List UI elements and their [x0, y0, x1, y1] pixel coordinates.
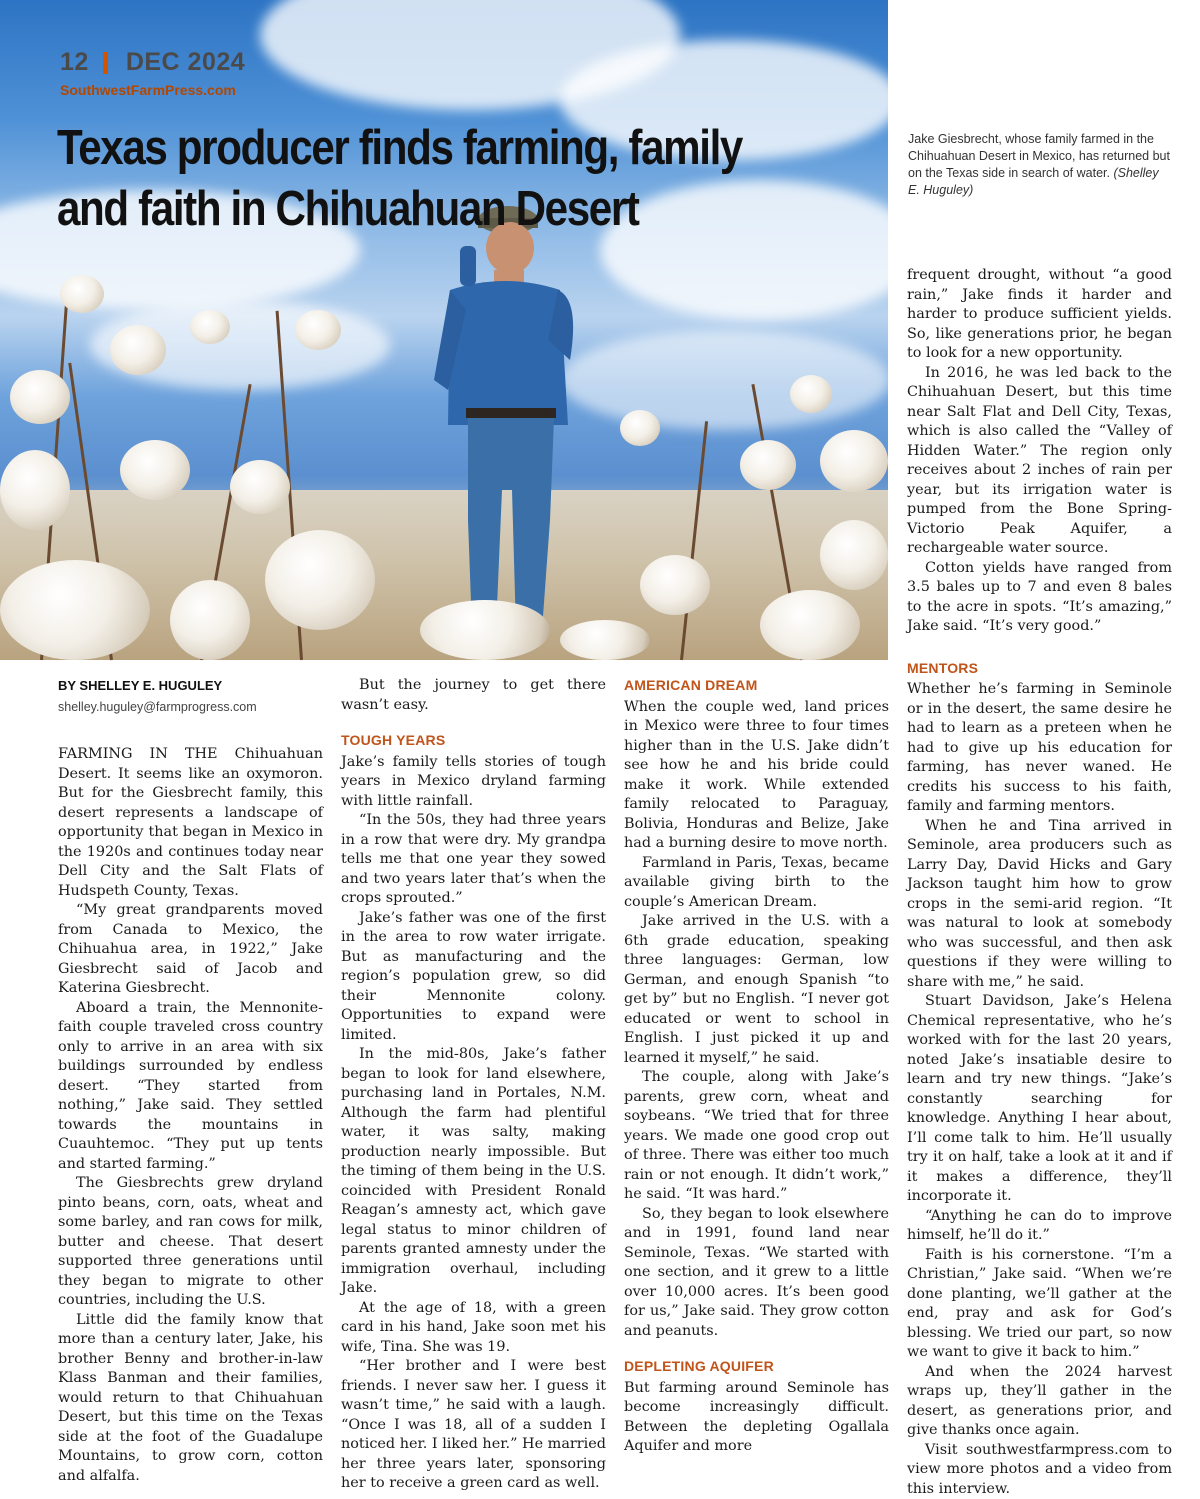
subhead-mentors: MENTORS: [907, 659, 1172, 679]
issue-date: DEC 2024: [126, 48, 245, 77]
paragraph: But the journey to get there wasn’t easy.: [341, 676, 606, 715]
site-name[interactable]: SouthwestFarmPress.com: [60, 82, 236, 98]
paragraph: The Giesbrechts grew dryland pinto beans, corn, oats, wheat and some barley, and ran cows for milk, butter and cheese. That desert supported three generations until they began to migrate to other countries, including the U.S.: [58, 1174, 323, 1311]
paragraph: “Anything he can do to improve himself, he’ll do it.”: [907, 1207, 1172, 1246]
paragraph: When he and Tina arrived in Seminole, area producers such as Larry Day, David Hicks and Gary Jackson taught him how to grow crops in the semi-arid region. “It was natural to look at somebody who was successful, and then ask questions if they were willing to share with me,” he said.: [907, 817, 1172, 993]
paragraph: But farming around Seminole has become increasingly difficult. Between the depleting Ogallala Aquifer and more: [624, 1379, 889, 1457]
header-separator: [103, 52, 108, 74]
hero-photo: [0, 0, 888, 660]
paragraph: Aboard a train, the Mennonite-faith couple traveled cross country only to arrive in an area with six buildings surrounded by endless desert. “They started from nothing,” Jake said. They settled towards the mountains in Cuauhtemoc. “They put up tents and started farming.”: [58, 999, 323, 1175]
article-column-4: [907, 266, 1172, 1499]
author-email[interactable]: shelley.huguley@farmprogress.com: [58, 698, 323, 718]
farmer-figure: [430, 190, 580, 630]
paragraph: “My great grandparents moved from Canada to Mexico, the Chihuahua area, in 1922,” Jake Giesbrecht said of Jacob and Katerina Giesbrecht.: [58, 901, 323, 999]
paragraph: Little did the family know that more than a century later, Jake, his brother Benny and brother-in-law Klass Banman and their families, would return to that Chihuahuan Desert, but this time on the Texas side at the foot of the Guadalupe Mountains, to grow corn, cotton and alfalfa.: [58, 1311, 323, 1487]
paragraph: Faith is his cornerstone. “I’m a Christian,” Jake said. “When we’re done planting, we’ll gather at the end, pray and ask for God’s blessing. We tried our part, so now we want to give it back to him.”: [907, 1246, 1172, 1363]
paragraph: Visit southwestfarmpress.com to view more photos and a video from this interview.: [907, 1441, 1172, 1499]
paragraph: The couple, along with Jake’s parents, grew corn, wheat and soybeans. “We tried that for three years. We made one good crop out of three. There was either too much rain or not enough. It didn’t work,” he said. “It was hard.”: [624, 1068, 889, 1205]
paragraph: “Her brother and I were best friends. I never saw her. I guess it wasn’t time,” he said with a laugh. “Once I was 18, all of a sudden I noticed her. I liked her.” He married her three years later, sponsoring her to receive a green card as well.: [341, 1357, 606, 1494]
byline: BY SHELLEY E. HUGULEY: [58, 676, 323, 696]
caption-text: Jake Giesbrecht, whose family farmed in the Chihuahuan Desert in Mexico, has returned but on the Texas side in search of water.: [908, 132, 1170, 180]
paragraph: Farmland in Paris, Texas, became available giving birth to the couple’s American Dream.: [624, 854, 889, 913]
paragraph: In 2016, he was led back to the Chihuahuan Desert, but this time near Salt Flat and Dell City, Texas, which is also called the “Valley of Hidden Water.” The region only receives about 2 inches of rain per year, but its irrigation water is pumped from the Bone Spring-Victorio Peak Aquifer, a rechargeable water source.: [907, 364, 1172, 559]
paragraph: Cotton yields have ranged from 3.5 bales up to 7 and even 8 bales to the acre in spots. “It’s amazing,” Jake said. “It’s very good.”: [907, 559, 1172, 637]
paragraph: FARMING IN THE Chihuahuan Desert. It seems like an oxymoron. But for the Giesbrecht family, this desert represents a landscape of opportunity that began in Mexico in the 1920s and continues today near Dell City and the Salt Flats of Hudspeth County, Texas.: [58, 745, 323, 901]
paragraph: Jake’s family tells stories of tough years in Mexico dryland farming with little rainfall.: [341, 753, 606, 812]
paragraph: In the mid-80s, Jake’s father began to look for land elsewhere, purchasing land in Portales, N.M. Although the farm had plentiful water, it was salty, making production nearly impossible. But the timing of them being in the U.S. coincided with President Ronald Reagan’s amnesty act, which gave legal status to minor children of parents granted amnesty under the immigration overhaul, including Jake.: [341, 1045, 606, 1299]
article-column-1: [58, 676, 323, 1486]
paragraph: When the couple wed, land prices in Mexico were three to four times higher than in the U.S. Jake didn’t see how he and his bride could make it work. While extended family relocated to Paraguay, Bolivia, Honduras and Belize, Jake had a burning desire to move north.: [624, 698, 889, 854]
paragraph: Jake’s father was one of the first in the area to row water irrigate. But as manufacturing and the region’s population grew, so did their Mennonite colony. Opportunities to expand were limited.: [341, 909, 606, 1046]
subhead-american-dream: AMERICAN DREAM: [624, 676, 889, 696]
paragraph: Jake arrived in the U.S. with a 6th grade education, speaking three languages: German, low German, and enough Spanish “to get by” but no English. “I never got educated or went to school in English. I just picked it up and learned it myself,” he said.: [624, 912, 889, 1068]
paragraph: Stuart Davidson, Jake’s Helena Chemical representative, who he’s worked with for the last 20 years, noted Jake’s insatiable desire to learn and try new things. “Jake’s constantly searching for knowledge. Anything I hear about, I’ll come talk to him. He’ll usually try it on half, take a look at it and if it makes a difference, they’ll incorporate it.: [907, 992, 1172, 1207]
photo-caption: [908, 131, 1170, 199]
paragraph: Whether he’s farming in Seminole or in the desert, the same desire he had to learn as a preteen when he had to give up his education for farming, has never waned. He credits his success to his faith, family and farming mentors.: [907, 680, 1172, 817]
caption-credit: (Shelley E. Huguley): [908, 166, 1159, 197]
paragraph: And when the 2024 harvest wraps up, they’ll gather in the desert, as generations prior, and give thanks once again.: [907, 1363, 1172, 1441]
subhead-tough-years: TOUGH YEARS: [341, 731, 606, 751]
paragraph: “In the 50s, they had three years in a row that were dry. My grandpa tells me that one year they sowed and two years later that’s when the crops sprouted.”: [341, 811, 606, 909]
article-column-2: [341, 676, 606, 1494]
page-header: [60, 48, 245, 77]
article-column-3: [624, 676, 889, 1457]
paragraph: At the age of 18, with a green card in his hand, Jake soon met his wife, Tina. She was 19.: [341, 1299, 606, 1358]
article-headline: Texas producer finds farming, family and faith in Chihuahuan Desert: [57, 118, 771, 241]
subhead-depleting-aquifer: DEPLETING AQUIFER: [624, 1357, 889, 1377]
page-number: 12: [60, 48, 89, 77]
paragraph: So, they began to look elsewhere and in 1991, found land near Seminole, Texas. “We started with one section, and it grew to a little over 10,000 acres. It’s been good for us,” Jake said. They grow cotton and peanuts.: [624, 1205, 889, 1342]
paragraph: frequent drought, without “a good rain,” Jake finds it harder and harder to produce sufficient yields. So, like generations prior, he began to look for a new opportunity.: [907, 266, 1172, 364]
